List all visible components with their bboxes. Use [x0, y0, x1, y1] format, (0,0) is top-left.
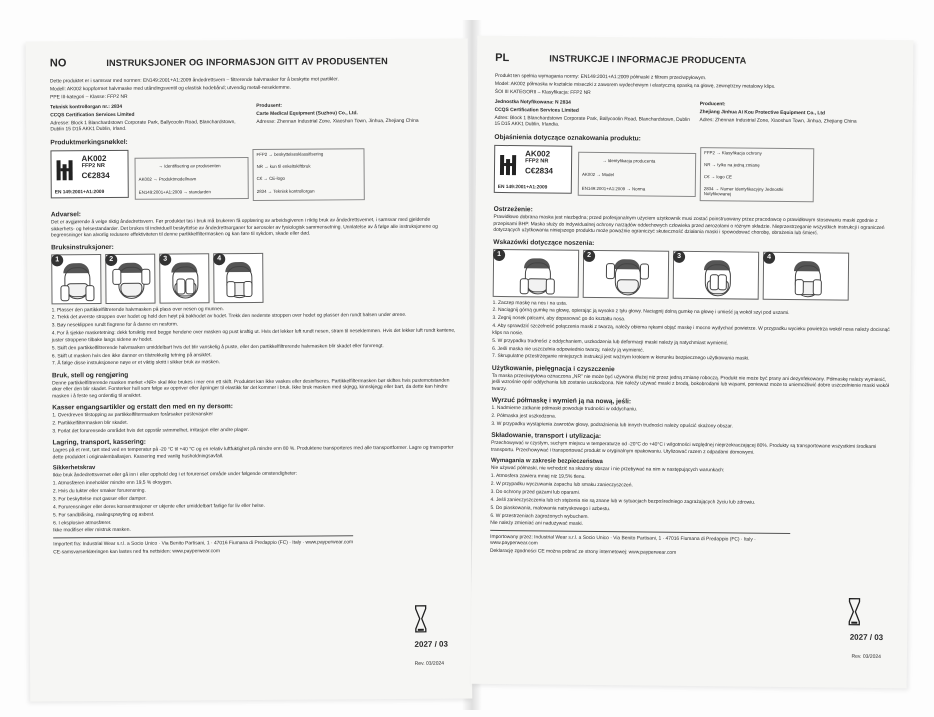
- usage-title: Bruksinstruksjoner:: [51, 243, 114, 251]
- usage-item: 4. Aby sprawdzić szczelność połączenia maski z twarzą, należy obiema rękami objąć maskę i mocno wydychać powietrze. W przypadku wycieku powietrza wokół nosa należy docisnąć klips na nosie.: [492, 324, 890, 336]
- step-illustration: [583, 249, 669, 298]
- safety-item: 3. Do ochrony przed gazami lub oparami.: [490, 489, 581, 496]
- legend-ce: C€ → CE-logo: [256, 176, 285, 182]
- step-illustration: [105, 253, 155, 303]
- ce-declaration-text: CE-samsvarserklæringen kan lastes ned fra nettsiden: www.payperwear.com: [53, 548, 220, 556]
- safety-item: 4. Forurensninger eller deres konsentrasjoner er ukjente eller umiddelbart farlige for liv eller helse.: [52, 503, 266, 511]
- safety-item: 1. Atmosfera zawiera mniej niż 19,5% tlenu.: [490, 473, 586, 480]
- disposal-item: 1. Nadmierne zatkanie półmaski powoduje trudności w oddychaniu.: [491, 405, 638, 413]
- storage-title: Składowanie, transport i utylizacja:: [491, 432, 602, 441]
- usage-item: 5. W przypadku trudności z oddychaniem, uszkodzenia lub deformacji maski należy ją natychmiast wymienić.: [492, 338, 729, 346]
- step-number: 4: [763, 251, 775, 263]
- care-title: Bruk, stell og rengjøring: [52, 371, 129, 380]
- model-text: Modell: AK002 koppformet halvmaske med utåndingsventil og elastisk hodebånd; utvendig metall-neseklemme.: [50, 85, 291, 93]
- ppe-class: ŚOI III KATEGORII – Klasyfikacja: FFP2 NR: [494, 89, 591, 96]
- marking-legend: [578, 146, 897, 205]
- logo-model: AK002: [525, 149, 551, 159]
- usage-item: 6. Skift ut masken hvis den ikke dannor en tilstrekkelig tetning på ansiktet.: [51, 352, 212, 359]
- care-text: Ta maska przeciwpyłowa oznaczona „NR” nie może być używana dłużej niż przez jedną zmianę roboczą. Produkt nie może być prany ani dezynfekowany. Półmaskę należy wymienić, jeśli wzrośnie opór oddychania lub zostanie uszkodzona. Nie należy używać maski z brodą, bokobrodami lub wąsami, ponieważ może to uniemożliwić dobre uszczelnienie maski wokół twarzy.: [491, 373, 889, 392]
- step-number: 2: [583, 249, 595, 261]
- warning-text: Prawidłowo dobrana maska jest niezbędna; przed profesjonalnym użyciem użytkownik musi zostać poinstruowany przez pracodawcę o prawidłowym stosowaniu maski zgodnie z przepisami BHP. Maska służy do indywidualnej ochrony narządów oddechowych człowieka przed aerozolami o różnym składzie. Nieprzestrzeganie wszystkich instrukcji i ograniczeń dotyczących użytkowania niniejszego produktu może poważnie ograniczyć skuteczność działania maski i spowodować chorobę, obrażenia lub śmierć.: [493, 215, 885, 237]
- usage-item: 5. Skift den partikkelfiltrerende halvmasken umiddelbart hvis det blir vanskelig å puste, eller den partikkelfiltrerende halvmasken blir skadet eller forvrengt.: [51, 343, 384, 351]
- legend-ce: C€ → logo CE: [703, 174, 733, 180]
- page-title: INSTRUKSJONER OG INFORMASJON GITT AV PRODUSENTEN: [106, 56, 388, 68]
- safety-item: 6. I eksplosive atmosfærer.: [53, 520, 112, 526]
- ppe-class: PPE III-kategori – Klasse: FFP2 NR: [50, 94, 128, 101]
- notified-body-label: Jednostka Notyfikowana: N 2834: [494, 100, 571, 106]
- legend-notified-body: 2834 → Teknisk kontrollorgan: [256, 188, 315, 195]
- step-number: 4: [213, 253, 225, 265]
- safety-item: 3. For beskyttelse mot gasser eller damper.: [52, 496, 147, 503]
- safety-item: 1. Atmosfæren inneholder mindre enn 19,5 % oksygen.: [52, 480, 173, 487]
- legend-standard: EN149:2001+A1:2009 → Norma: [581, 186, 646, 192]
- step-illustration: [213, 252, 263, 302]
- step-illustration: [51, 254, 101, 304]
- step-number: 3: [159, 253, 171, 265]
- model-text: Model: AK002 półmaska w kształcie miseczki z zaworem wydechowym i elastyczną opaską na głowę, zewnętrzny metalowy klips.: [494, 81, 776, 90]
- notified-body-name: CCQS Certification Services Limited: [50, 112, 135, 119]
- safety-title: Sikkerhetskrav: [52, 465, 96, 472]
- page-norwegian: [26, 38, 473, 701]
- disposal-item: 1. Overdreven tilstopping av partikkelfiltermasken forårsaker pustevansker: [52, 412, 213, 419]
- safety-title: Wymagania w zakresie bezpieczeństwa: [490, 457, 603, 466]
- step-illustration: [673, 250, 759, 299]
- page-title: INSTRUKCJE I INFORMACJE PRODUCENTA: [549, 53, 747, 66]
- safety-item: 2. Hvis du lukter eller smaker forurensning.: [52, 488, 146, 495]
- intro-text: Produkt ten spełnia wymagania normy: EN149:2001+A1:2009 półmaski z filtrem przeciwpyłowym.: [494, 73, 707, 82]
- mask-icon: [617, 279, 639, 293]
- usage-item: 3. Bøy neseklippen rundt fingrene for å danne en nesform.: [51, 322, 179, 329]
- usage-item: 2. Naciągnij górną gumkę na głowę, opierając ją wysoko z tyłu głowy. Naciągnij dolną gumkę na głowę i umieść ją wokół szyi pod uszami.: [492, 308, 790, 317]
- legend-nr: NR → tylko na jedną zmianę: [704, 162, 760, 169]
- marking-title: Objaśnienia dotyczące oznakowania produktu:: [494, 134, 641, 143]
- ce-declaration-text: Deklarację zgodności CE można pobrać ze strony internetowej: www.payperwear.com: [489, 549, 677, 556]
- notified-body-label: Teknisk kontrollorgan nr.: 2834: [50, 105, 123, 111]
- legend-model: AK002 → Model: [581, 172, 614, 178]
- usage-item: 7. Skrupulatne przestrzeganie niniejszych instrukcji jest ważnym krokiem w kierunku bezpiecznego użytkowania maski.: [492, 354, 750, 363]
- usage-item: 7. Å følge disse instruksjonene nøye er et viktig skritt i sikker bruk av masken.: [51, 360, 220, 367]
- manufacturer-logo-icon: [499, 153, 519, 177]
- safety-item: 5. For sandblåsing, malingsprøyting og asbest.: [52, 512, 155, 518]
- storage-text: Lagres på et rent, tørt sted ved en temperatur på -20 °C til +40 °C og en relativ luftfuktighet på mindre enn 80 %. Produktene transporteres med alle transportformer. Lagre og transporter dette produktet i originalemballasjen. Kassering med vanlig husholdningsavfall.: [52, 445, 454, 461]
- safety-item: 2. W przypadku wyczuwania zapachu lub smaku zanieczyszczeń.: [490, 481, 633, 489]
- warning-title: Ostrzeżenie:: [493, 206, 533, 214]
- legend-notified-body: 2834 → Numer Identyfikacyjny Jednostki Notyfikowanej: [703, 186, 784, 197]
- usage-item: 3. Zegnij nosek palcami, aby dopasować go do kształtu nosa.: [492, 316, 626, 323]
- logo-standard: EN 149:2001+A1:2009: [497, 185, 548, 191]
- usage-item: 1. Zaczep maskę na nos i na usta.: [492, 300, 568, 307]
- usage-item: 6. Jeśli maska nie uszczelnia odpowiednio twarzy, należy ją wymienić.: [492, 346, 645, 353]
- expiry-hourglass-icon: [847, 598, 861, 626]
- usage-item: 2. Trekk det øverste stroppen over hodet og hold den høyt på bakhodet av hodet. Trekk den nederste stroppen over hodet og plasser den rundt halsen under ørene.: [51, 313, 407, 321]
- warning-text: Det er avgjørende å velge riktig åndedrettsvern. Før produktet tas i bruk må brukeren få opplæring av arbeidsgiveren i riktig bruk av åndedrettsvernet, i samsvar med gjeldende sikkerhets- og helsestandarder. Det brukes til individuell beskyttelse av åndedrettsorganer for aerosoler av fysiologisk sammensetning. Unnlatelse av å følge alle instruksjonene og begrensninger kan alvorlig redusere effektiviteten til denne partikkelfiltermasken og kan føre til sykdom, skade eller død.: [50, 218, 438, 239]
- step-illustration: [159, 253, 209, 303]
- safety-intro: Nie używać półmaski, nie wchodzić na skażony obszar i nie przebywać na nim w następujących warunkach:: [490, 465, 725, 474]
- marking-legend: [134, 148, 454, 206]
- legend-standard: EN149:2001+A1:2009 → standarden: [138, 189, 211, 196]
- legend-model: AK002 → Produktmodellnavn: [138, 176, 197, 183]
- safety-item: Nie należy zmieniać ani nadużywać maski.: [490, 521, 584, 528]
- intro-text: Dette produktet er i samsvar med normen: EN149:2001+A1:2009 åndedrettsvern – filtrerende halvmasker for å beskytte mot partikler.: [49, 77, 339, 85]
- logo-standard: EN 149:2001+A1:2009: [54, 190, 105, 196]
- revision: Rev. 03/2024: [851, 653, 881, 660]
- usage-steps: [493, 248, 895, 300]
- legend-identification: → Identyfikacja producenta: [602, 158, 656, 164]
- manufacturer-name: Zhejiang Jinhua Ai Kou Protective Equipment Co., Ltd: [699, 110, 826, 117]
- product-marking-logo: [494, 145, 572, 194]
- step-illustration: [493, 248, 579, 297]
- storage-title: Lagring, transport, kassering:: [52, 438, 146, 447]
- usage-title: Wskazówki dotyczące noszenia:: [493, 238, 595, 247]
- importer-text: Importert fra: Industrial Wear s.r.l. a Socio Unico · Via Benito Partisani, 1 · 47016 Fiumana di Predappio (FC) · Italy · www.payperwear.com: [53, 540, 354, 548]
- care-title: Użytkowanie, pielęgnacja i czyszczenie: [491, 364, 615, 374]
- usage-item: 1. Plasser den partikkelfiltrerende halvmasken på plass over nesen og munnen.: [51, 306, 224, 313]
- expiry-date: 2027 / 03: [414, 639, 448, 649]
- warning-title: Advarsel:: [50, 211, 82, 219]
- disposal-item: 3. W przypadku wystąpienia zawrotów głowy, podrażnienia lub innych trudności należy opuścić skażony obszar.: [491, 421, 733, 430]
- manufacturer-label: Produsent:: [256, 103, 283, 110]
- disposal-title: Kasser engangsartikler og erstatt den med en ny dersom:: [52, 403, 233, 412]
- usage-item: 4. For å sjekke masketetning: dekk forsiktig med begge hendene over masken og pust kraftig ut. Hvis det lekker luft rundt nesen, stram til neseklemmen. Hvis det lekker luft rundt kantene, juster stroppene tilbake langs sidene av hodet.: [51, 328, 456, 344]
- legend-nr: NR → kun til enkeltskiftbruk: [256, 163, 311, 170]
- logo-ce: C€2834: [524, 166, 554, 176]
- step-number: 2: [105, 253, 117, 265]
- disposal-item: 2. Partikkelfiltermasken blir skadet.: [52, 420, 128, 427]
- disposal-item: 3. Forlat det forurensede området hvis det oppstår svimmelhet, irritasjon eller andre plager.: [52, 427, 249, 435]
- storage-text: Przechowywać w czystym, suchym miejscu w temperaturze od -20°C do +40°C i wilgotności względnej nieprzekraczającej 80%. Produkty są transportowane wszystkimi środkami transportu. Przechowywać i transportować produkt w oryginalnym opakowaniu. Utylizować razem z odpadami domowymi.: [491, 441, 877, 456]
- importer-text: Importowany przez: Industrial Wear s.r.l. a Socio Unico · Via Benito Partisani, 1 · 47016 Fiumana di Predappio (FC) · Italy · www.payperwear.com: [490, 534, 756, 547]
- manufacturer-name: Carte Medical Equipment (Suzhou) Co., Ltd.: [256, 111, 358, 118]
- logo-ce: C€2834: [81, 171, 110, 181]
- notified-body-address: Adres: Block 1 Blanchardstown Corporate Park, Ballycoolin Road, Blanchardstown, Dublin 15 D15 AKK1 Dublin, Irlandia.: [494, 115, 691, 129]
- notified-body-name: CCQS Certification Services Limited: [494, 108, 579, 114]
- logo-model: AK002: [81, 154, 107, 164]
- expiry-date: 2027 / 03: [849, 632, 884, 643]
- manufacturer-logo-icon: [56, 159, 76, 183]
- disposal-item: 2. Półmaska jest uszkodzona.: [491, 413, 557, 420]
- mask-icon: [120, 282, 142, 296]
- manufacturer-address: Adres: Zhennan Industrial Zone, Xiaoshun Town, Jinhua, Zhejiang China: [699, 118, 857, 125]
- usage-steps: [51, 251, 455, 304]
- safety-item: 6. W przestrzeniach zagrożonych wybuchem.: [490, 513, 589, 520]
- product-marking-logo: [50, 150, 128, 199]
- safety-item: Ikke modifiser eller mistruk masken.: [53, 528, 131, 534]
- page-polish: [471, 36, 914, 689]
- safety-intro: Ikke bruk åndedrettsvernet eller gå inn i eller opphold deg i et forurenset område under følgende omstendigheter:: [52, 471, 298, 479]
- logo-class: FFP2 NR: [525, 158, 549, 165]
- expiry-hourglass-icon: [414, 605, 428, 633]
- notified-body-address: Adresse: Block 1 Blanchardstown Corporate Park, Ballycoolin Road, Blanchardstown, Dublin 15 D15 AKK1 Dublin, Irland.: [50, 120, 236, 133]
- legend-class: FFP2 → beskyttelsesklassifisering: [256, 151, 324, 158]
- manufacturer-label: Producent:: [699, 102, 726, 108]
- legend-identification: → Identifisering av produsenten: [158, 163, 221, 169]
- safety-item: 5. Do piaskowania, malowania natryskowego i azbestu.: [490, 505, 611, 512]
- language-code: NO: [49, 57, 67, 70]
- logo-class: FFP2 NR: [81, 163, 105, 170]
- step-number: 1: [493, 248, 505, 260]
- disposal-title: Wyrzuć półmaskę i wymień ją na nową, jeśli:: [491, 396, 632, 406]
- marking-title: Produktmerkingsnøkkel:: [50, 139, 128, 147]
- legend-class: FFP2 → Klasyfikacja ochrony: [704, 150, 762, 157]
- safety-item: 4. Jeśli zanieczyszczenia lub ich stężenia nie są znane lub w sytuacjach bezpośredniego zagrażających życiu lub zdrowiu.: [490, 497, 756, 506]
- step-number: 3: [673, 250, 685, 262]
- language-code: PL: [495, 51, 510, 65]
- step-number: 1: [51, 254, 63, 266]
- manufacturer-address: Adresse: Zhennan Industrial Zone, Xiaoshun Town, Jinhua, Zhejiang China: [256, 118, 419, 125]
- care-text: Denne partikkelfiltrerende masken merket «NR» skal ikke brukes i mer enn ett skift. Produktet kan ikke vaskes eller desinfiseres. Partikkelfiltermasken bør skiftes hvis pustemotstanden øker eller den blir skadet. Forsterker hull som følge av oppriver eller åpninger til elastikk før det kommer i bruk. Ikke bruk masken med skjegg, kinnskjegg eller bart, da dette kan hindre masken i å feste seg ordentlig til ansiktet.: [52, 378, 450, 399]
- revision: Rev. 03/2024: [414, 660, 445, 667]
- step-illustration: [763, 251, 849, 300]
